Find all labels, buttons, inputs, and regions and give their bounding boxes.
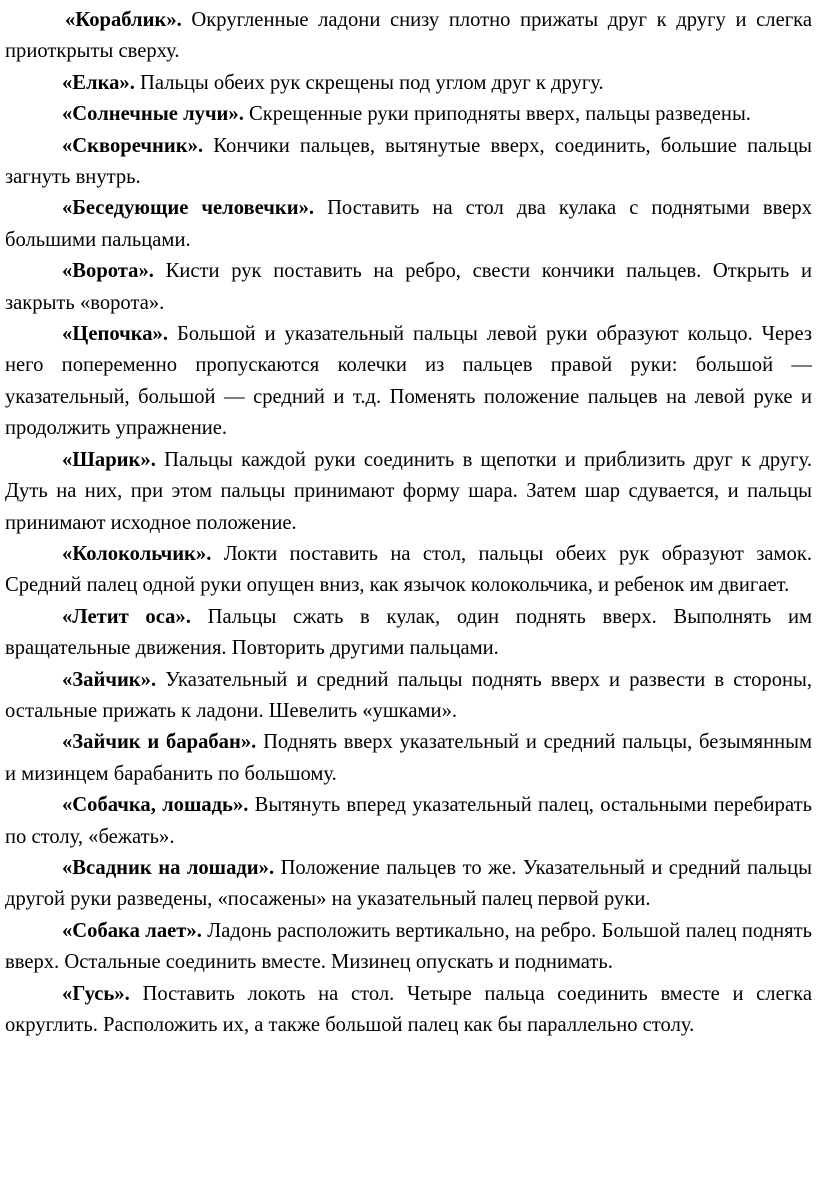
exercise-description: Поднять вверх указательный и средний пальцы, безымянным и мизинцем барабанить по большому.: [5, 731, 812, 785]
exercise-paragraph: [5, 131, 812, 194]
exercise-title: «Колокольчик».: [62, 542, 212, 565]
exercise-description: Кончики пальцев, вытянутые вверх, соединить, большие пальцы загнуть внутрь.: [5, 134, 812, 189]
exercise-title: «Зайчик».: [62, 668, 157, 691]
exercise-title: «Всадник на лошади».: [62, 856, 275, 879]
exercise-paragraph: [5, 99, 812, 130]
exercise-title: «Беседующие человечки».: [62, 197, 315, 220]
exercise-title: «Шарик».: [62, 448, 156, 471]
exercise-paragraph: [5, 5, 812, 68]
exercise-description: Пальцы каждой руки соединить в щепотки и приблизить друг к другу. Дуть на них, при этом пальцы принимают форму шара. Затем шар сдувается, и пальцы принимают исходное положение.: [5, 448, 812, 534]
exercise-paragraph: [5, 727, 812, 790]
exercise-paragraph: [5, 68, 812, 99]
exercise-title: «Солнечные лучи».: [62, 103, 244, 126]
exercise-paragraph: [5, 853, 812, 916]
exercise-description: Ладонь расположить вертикально, на ребро. Большой палец поднять вверх. Остальные соединить вместе. Мизинец опускать и поднимать.: [5, 919, 812, 974]
exercise-title: «Летит оса».: [62, 605, 191, 628]
exercise-paragraph: [5, 539, 812, 602]
exercise-description: Пальцы обеих рук скрещены под углом друг к другу.: [140, 71, 604, 94]
exercise-paragraph: [5, 979, 812, 1042]
exercise-title: «Собачка, лошадь».: [62, 794, 249, 817]
exercise-paragraph: [5, 790, 812, 853]
exercise-description: Пальцы сжать в кулак, один поднять вверх. Выполнять им вращательные движения. Повторить другими пальцами.: [5, 605, 812, 660]
exercise-title: «Скворечник».: [62, 134, 204, 157]
exercise-paragraph: [5, 602, 812, 665]
exercise-title: «Зайчик и барабан».: [62, 731, 257, 754]
exercise-description: Округленные ладони снизу плотно прижаты друг к другу и слегка приоткрыты сверху.: [5, 9, 813, 63]
exercise-paragraph: [5, 665, 812, 728]
exercise-title: «Гусь».: [62, 982, 130, 1005]
exercise-description: Кисти рук поставить на ребро, свести кончики пальцев. Открыть и закрыть «ворота».: [5, 260, 812, 314]
exercise-description: Указательный и средний пальцы поднять вверх и развести в стороны, остальные прижать к ладони. Шевелить «ушками».: [5, 668, 812, 722]
exercise-paragraph: [5, 445, 812, 539]
exercise-title: «Ворота».: [62, 260, 154, 283]
exercise-description: Вытянуть вперед указательный палец, остальными перебирать по столу, «бежать».: [5, 794, 812, 848]
exercise-title: «Елка».: [62, 71, 135, 94]
exercise-title: «Собака лает».: [62, 919, 202, 942]
exercise-description: Большой и указательный пальцы левой руки образуют кольцо. Через него попеременно пропускаются колечки из пальцев правой руки: большой — указательный, большой — средний и т.д. Поменять положение пальцев на левой руке и продолжить упражнение.: [5, 323, 812, 440]
exercise-title: «Кораблик».: [65, 9, 182, 31]
exercise-description: Поставить локоть на стол. Четыре пальца соединить вместе и слегка округлить. Расположить их, а также большой палец как бы параллельно столу.: [5, 982, 812, 1036]
exercise-paragraph: [5, 256, 812, 319]
exercise-description: Локти поставить на стол, пальцы обеих рук образуют замок. Средний палец одной руки опущен вниз, как язычок колокольчика, и ребенок им двигает.: [5, 542, 812, 597]
exercise-title: «Цепочка».: [62, 323, 168, 346]
exercise-paragraph: [5, 193, 812, 256]
exercise-paragraph: [5, 916, 812, 979]
exercise-paragraph: [5, 319, 812, 445]
exercise-description: Положение пальцев то же. Указательный и средний пальцы другой руки разведены, «посажены» на указательный палец первой руки.: [5, 856, 812, 911]
exercise-description: Скрещенные руки приподняты вверх, пальцы разведены.: [249, 103, 751, 126]
exercise-description: Поставить на стол два кулака с поднятыми вверх большими пальцами.: [5, 197, 812, 251]
